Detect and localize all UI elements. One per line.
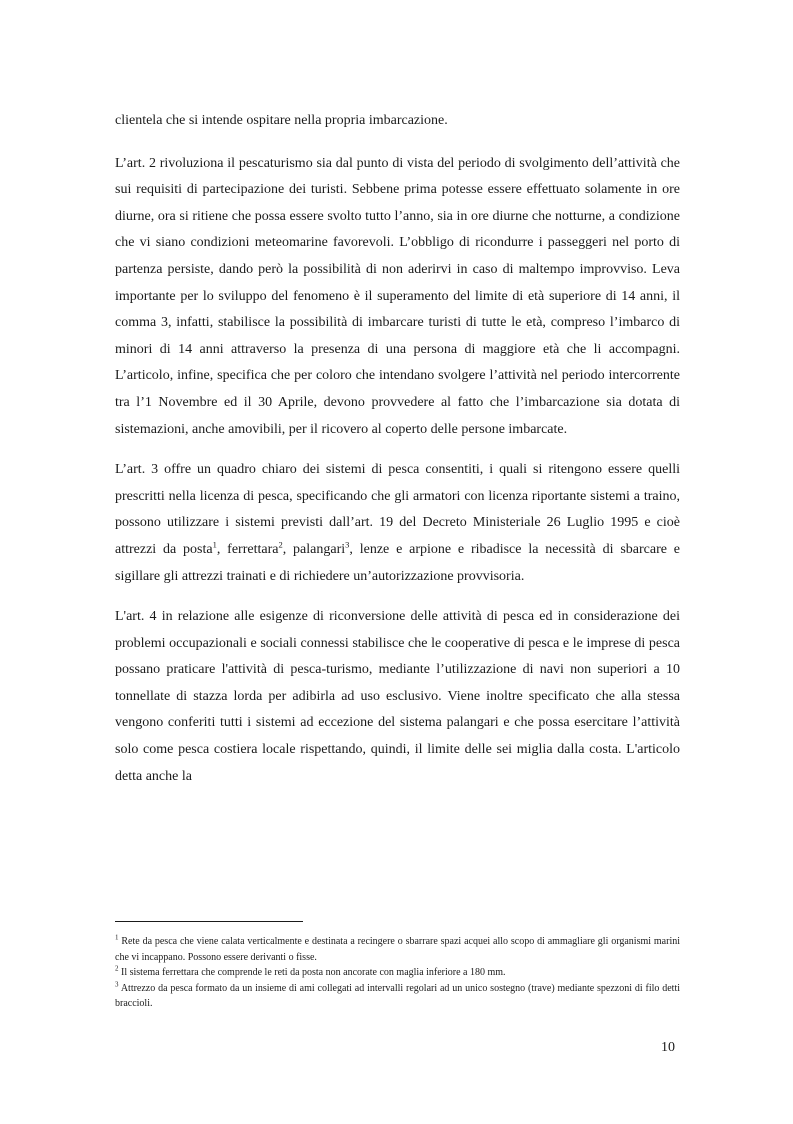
paragraph-3-text-b: , ferrettara — [216, 541, 279, 557]
paragraph-1-text: clientela che si intende ospitare nella propria imbarcazione. — [115, 113, 448, 128]
paragraph-2-text: L’art. 2 rivoluziona il pescaturismo sia dal punto di vista del periodo di svolgimento dell’attività che sui requisiti di partecipazione dei turisti. Sebbene prima potesse essere effettuato solamente in ore diurne, ora si ritiene che possa essere svolto tutto l’anno, sia in ore diurne che notturne, a condizione che vi siano condizioni meteomarine favorevoli. L’obbligo di ricondurre i passeggeri nel porto di partenza persiste, dando però la possibilità di non aderirvi in caso di maltempo improvviso. Leva importante per lo sviluppo del fenomeno è il superamento del limite di età superiore di 14 anni, il comma 3, infatti, stabilisce la possibilità di imbarcare turisti di tutte le età, compreso l’imbarco di minori di 14 anni attraverso la presenza di una persona di maggiore età che li accompagni. L’articolo, infine, specifica che per coloro che intendano svolgere l’attività nel periodo intercorrente tra l’1 Novembre ed il 30 Aprile, devono provvedere al fatto che l’imbarcazione sia dotata di sistemazioni, anche amovibili, per il ricovero al coperto delle persone imbarcate. — [115, 155, 680, 437]
footnote-2-text: Il sistema ferrettara che comprende le reti da posta non ancorate con maglia inferiore a 180 mm. — [121, 967, 506, 978]
footnote-3 — [115, 981, 680, 1012]
paragraph-3-text-d: , lenze e arpione e ribadisce la necessità di sbarcare e sigillare gli attrezzi trainati e di richiedere un’autorizzazione provvisoria. — [115, 541, 680, 584]
footnote-ref-1[interactable]: 1 — [212, 539, 217, 550]
footnote-3-text: Attrezzo da pesca formato da un insieme di ami collegati ad intervalli regolari ad un unico sostegno (trave) mediante spezzoni di filo detti braccioli. — [115, 982, 680, 1009]
paragraph-2 — [115, 151, 680, 444]
footnote-1 — [115, 934, 680, 965]
paragraph-4 — [115, 604, 680, 790]
page-number: 10 — [661, 1040, 675, 1055]
paragraph-3-text-a: L’art. 3 offre un quadro chiaro dei sistemi di pesca consentiti, i quali si ritengono essere quelli prescritti nella licenza di pesca, specificando che gli armatori con licenza riportante sistemi a traino, possono utilizzare i sistemi previsti dall’art. 19 del Decreto Ministeriale 26 Luglio 1995 e cioè attrezzi da posta — [115, 462, 680, 557]
footnote-1-marker: 1 — [115, 933, 119, 942]
paragraph-1 — [115, 108, 680, 135]
footnote-ref-3[interactable]: 3 — [345, 539, 350, 550]
footnote-ref-2[interactable]: 2 — [278, 539, 283, 550]
document-body — [115, 108, 680, 804]
footnote-2 — [115, 965, 680, 981]
paragraph-3 — [115, 457, 680, 590]
paragraph-4-text: L'art. 4 in relazione alle esigenze di riconversione delle attività di pesca ed in considerazione dei problemi occupazionali e sociali connessi stabilisce che le cooperative di pesca e le imprese di pesca possano praticare l'attività di pesca-turismo, mediante l’utilizzazione di navi non superiori a 10 tonnellate di stazza lorda per adibirla ad uso esclusivo. Viene inoltre specificato che alla stessa vengono conferiti tutti i sistemi ad eccezione del sistema palangari e che possa esercitare l’attività solo come pesca costiera locale rispettando, quindi, il limite delle sei miglia dalla costa. L'articolo detta anche la — [115, 609, 680, 784]
footnote-separator — [115, 921, 303, 922]
footnote-1-text: Rete da pesca che viene calata verticalmente e destinata a recingere o sbarrare spazi acquei allo scopo di ammagliare gli organismi marini che vi incappano. Possono essere derivanti o fisse. — [115, 936, 681, 963]
footnote-2-marker: 2 — [115, 964, 119, 973]
footnotes-section — [115, 934, 680, 1012]
paragraph-3-text-c: , palangari — [282, 541, 346, 557]
footnote-3-marker: 3 — [115, 980, 119, 989]
